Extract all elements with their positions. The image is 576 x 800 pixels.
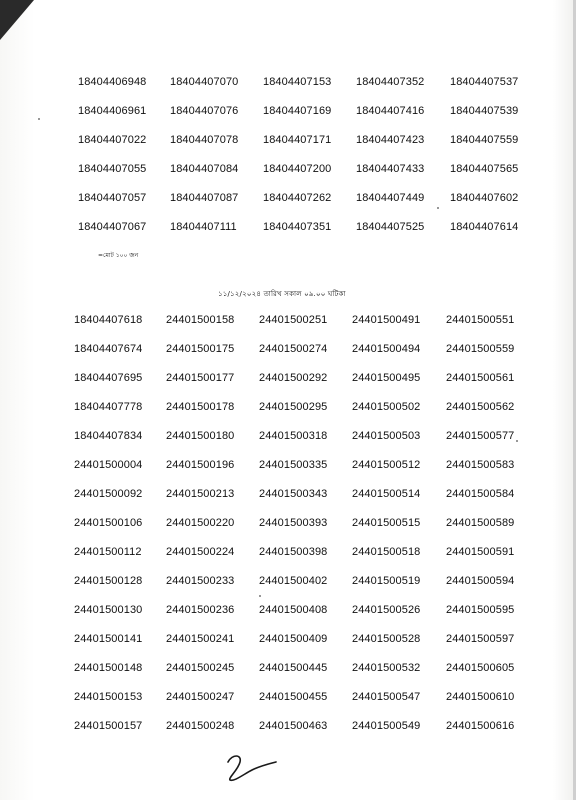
roll-number-cell: 24401500175 — [166, 343, 235, 355]
table-row — [0, 75, 576, 93]
signature-mark — [222, 748, 282, 788]
roll-number-cell: 24401500547 — [352, 691, 421, 703]
roll-number-cell: 18404407565 — [450, 163, 519, 175]
table-row — [0, 429, 576, 447]
roll-number-cell: 24401500092 — [74, 488, 143, 500]
roll-number-cell: 18404407537 — [450, 76, 519, 88]
scan-speck — [38, 118, 40, 120]
roll-number-cell: 18404407778 — [74, 401, 143, 413]
roll-number-cell: 24401500551 — [446, 314, 515, 326]
roll-number-cell: 18404407200 — [263, 163, 332, 175]
roll-number-cell: 24401500583 — [446, 459, 515, 471]
roll-number-cell: 24401500148 — [74, 662, 143, 674]
roll-number-cell: 24401500445 — [259, 662, 328, 674]
roll-number-cell: 24401500335 — [259, 459, 328, 471]
roll-number-cell: 24401500178 — [166, 401, 235, 413]
table-row — [0, 603, 576, 621]
roll-number-cell: 18404407084 — [170, 163, 239, 175]
roll-number-cell: 24401500409 — [259, 633, 328, 645]
session-date-heading: ১১/১২/২০২৪ তারিখ সকাল ০৯.০০ ঘটিকা — [218, 290, 346, 298]
roll-number-cell: 18404406961 — [78, 105, 147, 117]
roll-number-cell: 18404407602 — [450, 192, 519, 204]
roll-number-cell: 24401500559 — [446, 343, 515, 355]
table-row — [0, 371, 576, 389]
roll-number-cell: 24401500549 — [352, 720, 421, 732]
roll-number-cell: 18404407055 — [78, 163, 147, 175]
roll-number-cell: 24401500616 — [446, 720, 515, 732]
roll-number-cell: 24401500220 — [166, 517, 235, 529]
roll-number-cell: 24401500004 — [74, 459, 143, 471]
scan-speck — [437, 207, 439, 209]
roll-number-cell: 18404407559 — [450, 134, 519, 146]
scan-speck — [259, 595, 261, 597]
roll-number-cell: 24401500402 — [259, 575, 328, 587]
table-row — [0, 574, 576, 592]
roll-number-cell: 24401500502 — [352, 401, 421, 413]
roll-number-cell: 18404407834 — [74, 430, 143, 442]
scan-speck — [516, 440, 518, 442]
roll-number-cell: 24401500295 — [259, 401, 328, 413]
roll-number-cell: 24401500224 — [166, 546, 235, 558]
roll-number-cell: 24401500594 — [446, 575, 515, 587]
roll-number-cell: 24401500292 — [259, 372, 328, 384]
roll-number-cell: 18404407618 — [74, 314, 143, 326]
roll-number-cell: 24401500196 — [166, 459, 235, 471]
table-row — [0, 487, 576, 505]
roll-number-cell: 18404407067 — [78, 221, 147, 233]
table-row — [0, 191, 576, 209]
table-row — [0, 458, 576, 476]
roll-number-cell: 24401500514 — [352, 488, 421, 500]
table-row — [0, 133, 576, 151]
roll-number-cell: 18404407416 — [356, 105, 425, 117]
roll-number-cell: 24401500515 — [352, 517, 421, 529]
roll-number-cell: 24401500213 — [166, 488, 235, 500]
roll-number-cell: 24401500591 — [446, 546, 515, 558]
roll-number-cell: 24401500577 — [446, 430, 515, 442]
roll-number-cell: 24401500393 — [259, 517, 328, 529]
roll-number-cell: 18404407057 — [78, 192, 147, 204]
roll-number-cell: 24401500398 — [259, 546, 328, 558]
roll-number-cell: 18404407078 — [170, 134, 239, 146]
roll-number-cell: 24401500274 — [259, 343, 328, 355]
roll-number-cell: 24401500532 — [352, 662, 421, 674]
roll-number-cell: 24401500610 — [446, 691, 515, 703]
roll-number-cell: 24401500318 — [259, 430, 328, 442]
table-row — [0, 313, 576, 331]
roll-number-cell: 24401500128 — [74, 575, 143, 587]
roll-number-cell: 24401500584 — [446, 488, 515, 500]
roll-number-cell: 24401500597 — [446, 633, 515, 645]
roll-number-cell: 18404407111 — [170, 221, 237, 233]
roll-number-cell: 18404407449 — [356, 192, 425, 204]
roll-number-cell: 24401500130 — [74, 604, 143, 616]
roll-number-cell: 24401500241 — [166, 633, 235, 645]
roll-number-cell: 24401500153 — [74, 691, 143, 703]
roll-number-cell: 24401500518 — [352, 546, 421, 558]
roll-number-cell: 24401500248 — [166, 720, 235, 732]
roll-number-cell: 18404407433 — [356, 163, 425, 175]
roll-number-cell: 24401500528 — [352, 633, 421, 645]
roll-number-cell: 24401500562 — [446, 401, 515, 413]
roll-number-cell: 24401500408 — [259, 604, 328, 616]
roll-number-cell: 24401500494 — [352, 343, 421, 355]
roll-number-cell: 24401500112 — [74, 546, 142, 558]
table-row — [0, 162, 576, 180]
roll-number-cell: 24401500233 — [166, 575, 235, 587]
total-count-note: =মোট ১০০ জন — [98, 252, 139, 259]
roll-number-cell: 18404407070 — [170, 76, 239, 88]
roll-number-cell: 18404407674 — [74, 343, 143, 355]
roll-number-cell: 18404407539 — [450, 105, 519, 117]
roll-number-cell: 24401500236 — [166, 604, 235, 616]
table-row — [0, 632, 576, 650]
roll-number-cell: 18404406948 — [78, 76, 147, 88]
roll-number-cell: 18404407351 — [263, 221, 332, 233]
roll-number-cell: 24401500595 — [446, 604, 515, 616]
roll-number-cell: 24401500245 — [166, 662, 235, 674]
table-row — [0, 690, 576, 708]
roll-number-cell: 24401500106 — [74, 517, 143, 529]
roll-number-cell: 18404407087 — [170, 192, 239, 204]
roll-number-cell: 24401500251 — [259, 314, 328, 326]
roll-number-cell: 24401500605 — [446, 662, 515, 674]
roll-number-cell: 18404407153 — [263, 76, 332, 88]
roll-number-cell: 24401500141 — [74, 633, 143, 645]
roll-number-cell: 24401500495 — [352, 372, 421, 384]
table-row — [0, 220, 576, 238]
table-row — [0, 661, 576, 679]
table-row — [0, 400, 576, 418]
roll-number-cell: 24401500589 — [446, 517, 515, 529]
roll-number-cell: 24401500512 — [352, 459, 421, 471]
roll-number-cell: 18404407614 — [450, 221, 519, 233]
roll-number-cell: 24401500343 — [259, 488, 328, 500]
roll-number-cell: 24401500526 — [352, 604, 421, 616]
folded-corner — [0, 0, 34, 40]
table-row — [0, 719, 576, 737]
roll-number-cell: 18404407525 — [356, 221, 425, 233]
roll-number-cell: 18404407352 — [356, 76, 425, 88]
roll-number-cell: 18404407423 — [356, 134, 425, 146]
roll-number-cell: 24401500503 — [352, 430, 421, 442]
roll-number-cell: 18404407262 — [263, 192, 332, 204]
roll-number-cell: 24401500561 — [446, 372, 515, 384]
table-row — [0, 104, 576, 122]
roll-number-cell: 18404407171 — [263, 134, 332, 146]
roll-number-cell: 18404407022 — [78, 134, 147, 146]
roll-number-cell: 24401500158 — [166, 314, 235, 326]
roll-number-cell: 24401500455 — [259, 691, 328, 703]
table-row — [0, 516, 576, 534]
roll-number-cell: 24401500180 — [166, 430, 235, 442]
roll-number-cell: 18404407695 — [74, 372, 143, 384]
roll-number-cell: 24401500463 — [259, 720, 328, 732]
table-row — [0, 342, 576, 360]
roll-number-cell: 24401500519 — [352, 575, 421, 587]
roll-number-cell: 18404407169 — [263, 105, 332, 117]
roll-number-cell: 24401500157 — [74, 720, 143, 732]
roll-number-cell: 18404407076 — [170, 105, 239, 117]
roll-number-cell: 24401500247 — [166, 691, 235, 703]
table-row — [0, 545, 576, 563]
roll-number-cell: 24401500491 — [352, 314, 421, 326]
roll-number-cell: 24401500177 — [166, 372, 235, 384]
